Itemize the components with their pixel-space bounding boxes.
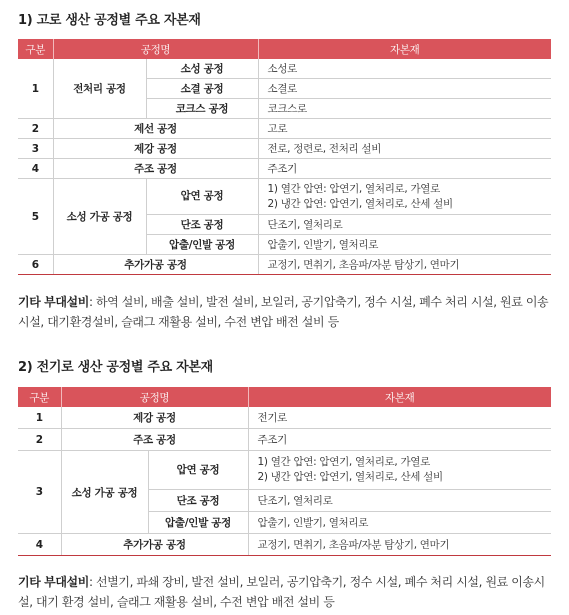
header-process: 공정명 [61,387,248,407]
capital-goods: 압출기, 인발기, 열처리로 [248,512,551,534]
electric-furnace-table [18,387,551,556]
capital-line: 1) 열간 압연: 압연기, 열처리로, 가열로 [267,182,440,195]
process-group: 소성 가공 공정 [53,179,146,255]
header-capital: 자본재 [258,39,551,59]
process-name: 주조 공정 [53,159,258,179]
table-row [18,407,551,429]
capital-goods: 교정기, 면취기, 초음파/자분 탐상기, 연마기 [248,534,551,556]
table-row [18,534,551,556]
row-no: 1 [18,407,61,429]
capital-goods: 교정기, 면취기, 초음파/자분 탐상기, 연마기 [258,255,551,275]
process-group: 전처리 공정 [53,59,146,119]
sub-process: 단조 공정 [146,215,258,235]
header-capital: 자본재 [248,387,551,407]
capital-goods: 단조기, 열처리로 [258,215,551,235]
capital-goods: 압출기, 인발기, 열처리로 [258,235,551,255]
row-no: 4 [18,534,61,556]
section1-title: 1) 고로 생산 공정별 주요 자본재 [18,13,201,28]
process-name: 제강 공정 [61,407,248,429]
process-name: 주조 공정 [61,429,248,451]
table-row [18,119,551,139]
table-header-row [18,39,551,59]
process-name: 제선 공정 [53,119,258,139]
process-name: 추가가공 공정 [53,255,258,275]
row-no: 4 [18,159,53,179]
section1-etc-equipment [18,292,558,332]
sub-process: 압출/인발 공정 [148,512,248,534]
row-no: 6 [18,255,53,275]
etc-text: : 선별기, 파쇄 장비, 발전 설비, 보일러, 공기압축기, 정수 시설, 폐수 처리 시설, 원료 이송시설, 대기 환경 설비, 슬래그 재활용 설비, 수전 변압 배전 설비 등 [18,575,545,609]
capital-goods [248,451,551,490]
sub-process: 코크스 공정 [146,99,258,119]
capital-goods: 주조기 [248,429,551,451]
header-no: 구분 [18,387,61,407]
capital-goods: 소성로 [258,59,551,79]
row-no: 2 [18,429,61,451]
capital-goods: 코크스로 [258,99,551,119]
table-row [18,429,551,451]
sub-process: 소성 공정 [146,59,258,79]
etc-label: 기타 부대설비 [18,295,89,309]
header-process: 공정명 [53,39,258,59]
row-no: 3 [18,139,53,159]
capital-goods: 전기로 [248,407,551,429]
capital-goods: 전로, 정련로, 전처리 설비 [258,139,551,159]
table-header-row [18,387,551,407]
capital-line: 2) 냉간 압연: 압연기, 열처리로, 산세 설비 [267,197,453,210]
capital-line: 2) 냉간 압연: 압연기, 열처리로, 산세 설비 [257,471,443,483]
capital-goods: 주조기 [258,159,551,179]
table-row [18,59,551,79]
process-name: 제강 공정 [53,139,258,159]
row-no: 2 [18,119,53,139]
capital-line: 1) 열간 압연: 압연기, 열처리로, 가열로 [257,456,430,468]
table-row [18,179,551,215]
blast-furnace-table [18,39,551,275]
etc-text: : 하역 설비, 배출 설비, 발전 설비, 보일러, 공기압축기, 정수 시설, 폐수 처리 시설, 원료 이송 시설, 대기환경설비, 슬래그 재활용 설비, 수전 변압 배전 설비 등 [18,295,549,329]
row-no: 1 [18,59,53,119]
etc-label: 기타 부대설비 [18,575,89,589]
table-row [18,255,551,275]
sub-process: 소결 공정 [146,79,258,99]
process-name: 추가가공 공정 [61,534,248,556]
sub-process: 압연 공정 [146,179,258,215]
capital-goods: 단조기, 열처리로 [248,490,551,512]
section2-etc-equipment [18,572,558,612]
table-row [18,451,551,490]
table-row [18,139,551,159]
sub-process: 단조 공정 [148,490,248,512]
capital-goods: 소결로 [258,79,551,99]
header-no: 구분 [18,39,53,59]
capital-goods [258,179,551,215]
row-no: 5 [18,179,53,255]
sub-process: 압출/인발 공정 [146,235,258,255]
sub-process: 압연 공정 [148,451,248,490]
table-row [18,159,551,179]
row-no: 3 [18,451,61,534]
process-group: 소성 가공 공정 [61,451,148,534]
capital-goods: 고로 [258,119,551,139]
section2-title: 2) 전기로 생산 공정별 주요 자본재 [18,360,213,375]
